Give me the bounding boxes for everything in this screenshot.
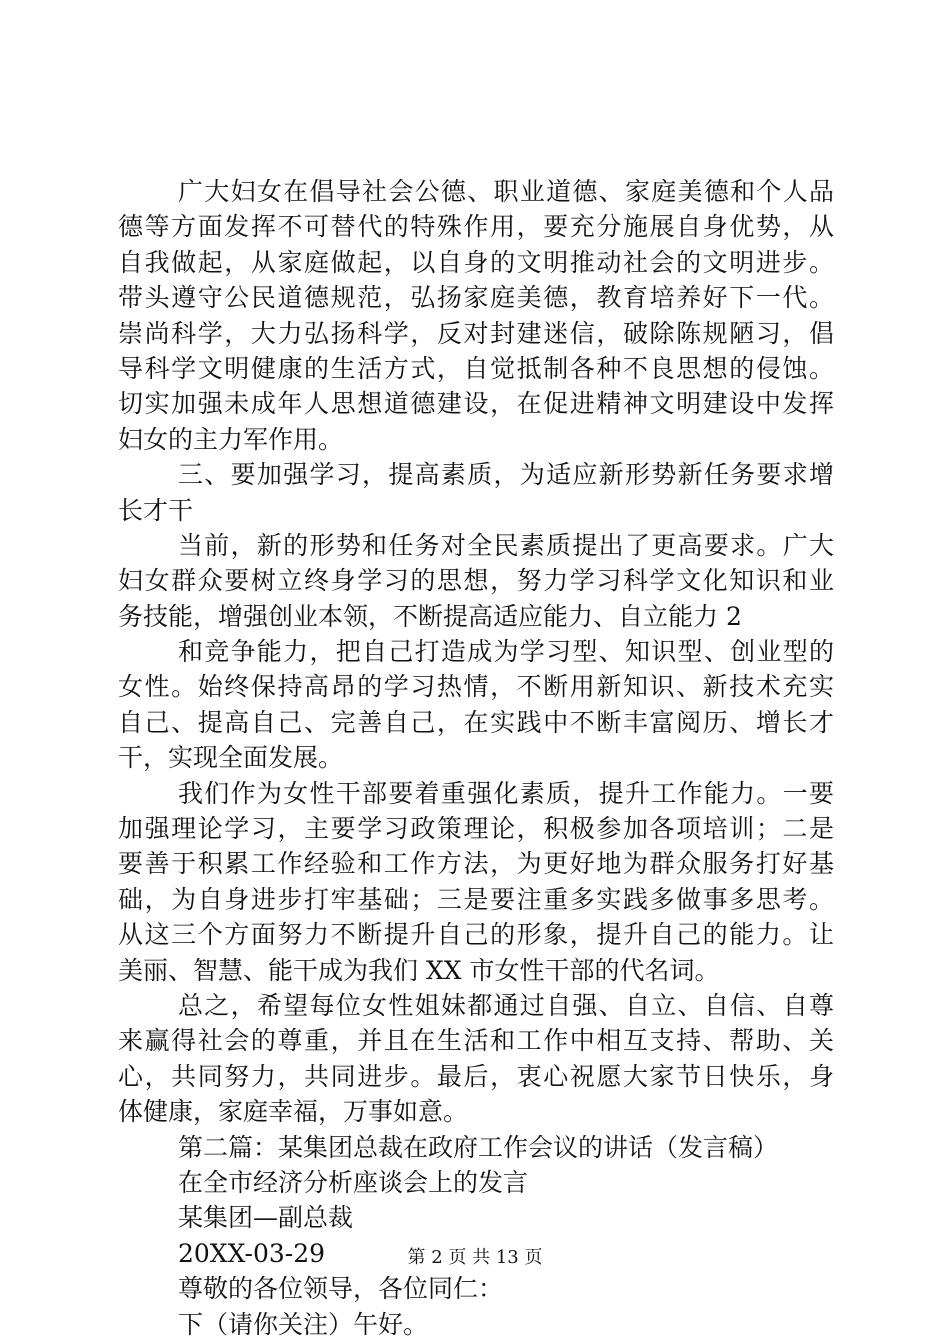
text-line: 要善于积累工作经验和工作方法，为更好地为群众服务打好基: [118, 849, 834, 879]
text-line: 下（请你关注）午好。: [178, 1309, 429, 1339]
text-line: 从这三个方面努力不断提升自己的形象，提升自己的能力。让: [118, 920, 834, 950]
text-line: 女性。始终保持高昂的学习热情，不断用新知识、新技术充实: [118, 672, 834, 702]
text-line: 和竞争能力，把自己打造成为学习型、知识型、创业型的: [178, 637, 834, 667]
text-line: 加强理论学习，主要学习政策理论，积极参加各项培训；二是: [118, 814, 834, 844]
document-body: [118, 174, 834, 1342]
text-line: 总之，希望每位女性姐妹都通过自强、自立、自信、自尊: [178, 990, 834, 1020]
text-line: 自己、提高自己、完善自己，在实践中不断丰富阅历、增长才: [118, 707, 834, 737]
text-line: 广大妇女在倡导社会公德、职业道德、家庭美德和个人品: [178, 177, 834, 206]
text-line: 带头遵守公民道德规范，弘扬家庭美德，教育培养好下一代。: [118, 283, 834, 313]
text-line: 务技能，增强创业本领，不断提高适应能力、自立能力 2: [118, 601, 742, 631]
text-line: 长才干: [118, 495, 194, 525]
text-line: 体健康，家庭幸福，万事如意。: [118, 1097, 469, 1127]
text-line: 当前，新的形势和任务对全民素质提出了更高要求。广大: [178, 530, 834, 560]
text-line: 我们作为女性干部要着重强化素质，提升工作能力。一要: [178, 778, 834, 808]
text-line: 崇尚科学，大力弘扬科学，反对封建迷信，破除陈规陋习，倡: [118, 318, 834, 348]
text-line: 第二篇：某集团总裁在政府工作会议的讲话（发言稿）: [178, 1132, 779, 1162]
text-line: 来赢得社会的尊重，并且在生活和工作中相互支持、帮助、关: [118, 1026, 834, 1056]
text-line: 某集团—副总裁: [178, 1203, 354, 1233]
text-line: 德等方面发挥不可替代的特殊作用，要充分施展自身优势，从: [118, 212, 834, 242]
text-line: 础，为自身进步打牢基础；三是要注重多实践多做事多思考。: [118, 884, 834, 914]
text-line: 三、要加强学习，提高素质，为适应新形势新任务要求增: [178, 460, 834, 490]
text-line: 美丽、智慧、能干成为我们 XX 市女性干部的代名词。: [118, 955, 720, 985]
text-line: 自我做起，从家庭做起，以自身的文明推动社会的文明进步。: [118, 247, 834, 277]
text-line: 心，共同努力，共同进步。最后，衷心祝愿大家节日快乐，身: [118, 1061, 834, 1091]
page-footer: [0, 1243, 950, 1269]
text-line: 尊敬的各位领导，各位同仁：: [178, 1274, 504, 1304]
page-number-label: 第 2 页 共 13 页: [407, 1247, 543, 1268]
text-line: 妇女的主力军作用。: [118, 424, 344, 454]
text-line: 切实加强未成年人思想道德建设，在促进精神文明建设中发挥: [118, 389, 834, 419]
text-line: 20XX-03-29: [178, 1238, 326, 1268]
text-line: 干，实现全面发展。: [118, 743, 344, 773]
text-line: 在全市经济分析座谈会上的发言: [178, 1167, 529, 1197]
text-line: 妇女群众要树立终身学习的思想，努力学习科学文化知识和业: [118, 566, 834, 596]
text-line: 导科学文明健康的生活方式，自觉抵制各种不良思想的侵蚀。: [118, 353, 834, 383]
